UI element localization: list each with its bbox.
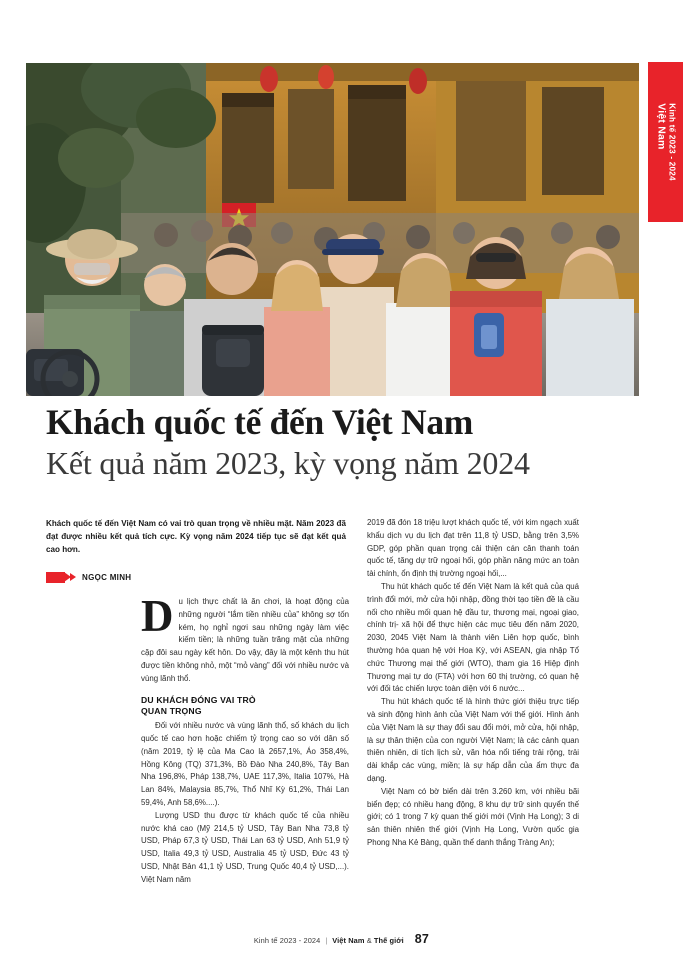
footer-publication-name bbox=[332, 936, 404, 945]
article-headline bbox=[46, 404, 646, 481]
column2-paragraph-2: Thu hút khách quốc tế đến Việt Nam là kết quả của quá trình đổi mới, mở cửa hội nhập, đồng thời tạo tiền đề là cầu nối cho nhiều mối quan hệ đầu tư, thương mại, ngoại giao, chính trị- xã hội để thực hiện các mục tiêu đến năm 2020, 2030, 2045 Việt Nam là thành viên Liên hợp quốc, bình thường hóa quan hệ với Hoa Kỳ, với ASEAN, gia nhập Tổ chức Thương mại thế giới (WTO), tham gia 16 Hiệp định Thương mại tự do (FTA) với hơn 60 thị trường, có quan hệ với đối tác chiến lược toàn diện với 6 nước... bbox=[367, 581, 579, 694]
section-index-tab bbox=[648, 62, 683, 222]
section-index-tab-line1: Kinh tế 2023 - 2024 bbox=[667, 103, 677, 181]
footer-issue-label: Kinh tế 2023 - 2024 bbox=[253, 936, 321, 945]
body-column-1 bbox=[141, 591, 349, 887]
headline-main: Khách quốc tế đến Việt Nam bbox=[46, 402, 474, 442]
column2-paragraph-3: Thu hút khách quốc tế là hình thức giới thiệu trực tiếp và sinh động hình ảnh của Việt Nam với thế giới. Hình ảnh của Việt Nam là sự thay đổi sau đổi mới, mở cửa, hội nhập, là sự thân thiện của con người Việt Nam; là các cảnh quan thiên nhiên, di tích lịch sử, văn hóa nổi tiếng trải rộng, trải dài khắp các vùng, miền; là sự hấp dẫn của ẩm thực đa dạng. bbox=[367, 697, 579, 783]
headline-sub: Kết quả năm 2023, kỳ vọng năm 2024 bbox=[46, 444, 530, 481]
column1-paragraph-1-text: u lịch thực chất là ăn chơi, là hoạt động của những người “lắm tiền nhiều của” không sợ tốn kém, họ nghỉ ngơi sau những ngày làm việc kiếm tiền; là những tuần trăng mật của những cặp đôi sau ngày kết hôn. Do vậy, đây là một kênh thu hút được tiền không nhỏ, một “mỏ vàng” đối với nhiều nước và vùng lãnh thổ. bbox=[141, 597, 349, 683]
column1-paragraph-2: Đối với nhiều nước và vùng lãnh thổ, số khách du lịch quốc tế cao hơn hoặc chiếm tỷ trọng cao so với dân số (năm 2019, tỷ lệ của Ma Cao là 2657,1%, Áo 358,4%, Hồng Kông (TQ) 371,3%, Bồ Đào Nha 240,8%, Tây Ban Nha 196,8%, Pháp 138,7%, UAE 117,3%, Italia 107%, Hà Lan 84%, Malaysia 85,7%, Thổ Nhĩ Kỳ 61,2%, Thái Lan 59,4%, Anh 58,6%....). bbox=[141, 721, 349, 808]
page-footer bbox=[0, 932, 683, 946]
body-column-2 bbox=[367, 517, 579, 850]
section-index-tab-line2: Việt Nam bbox=[654, 103, 667, 150]
column1-paragraph-1 bbox=[141, 591, 349, 686]
column1-paragraph-3: Lượng USD thu được từ khách quốc tế của nhiều nước khá cao (Mỹ 214,5 tỷ USD, Tây Ban Nha 73,8 tỷ USD, Pháp 67,3 tỷ USD, Thái Lan 63 tỷ USD, Anh 51,9 tỷ USD, Italia 49,3 tỷ USD, Australia 45 tỷ USD, Đức 43 tỷ USD, Nhật Bản 41,1 tỷ USD, Trung Quốc 40,4 tỷ USD,...). Việt Nam năm bbox=[141, 810, 349, 884]
footer-publication-bold-2: Thế giới bbox=[373, 936, 404, 945]
drop-cap: D bbox=[141, 591, 174, 641]
section-subhead-line1: DU KHÁCH ĐÓNG VAI TRÒ bbox=[141, 694, 256, 705]
hero-photo-illustration bbox=[26, 63, 639, 396]
column2-paragraph-1: 2019 đã đón 18 triệu lượt khách quốc tế, với kim ngạch xuất khẩu dịch vụ du lịch đạt trên 11,8 tỷ USD, bằng trên 3,5% GDP, góp phần quan trọng cải thiện cán cân thanh toán quốc tế, tăng dự trữ ngoại hối, góp phần nâng mức an toàn tài chính, ổn định thị trường ngoại hối,... bbox=[367, 518, 579, 579]
footer-separator: | bbox=[325, 936, 328, 945]
section-subhead-line2: QUAN TRỌNG bbox=[141, 705, 202, 716]
hero-photo bbox=[26, 63, 639, 396]
page-number: 87 bbox=[414, 932, 430, 946]
arrow-icon bbox=[46, 572, 76, 583]
section-index-tab-text bbox=[655, 103, 676, 181]
byline-author-name: NGỌC MINH bbox=[82, 573, 132, 582]
column2-paragraph-4: Việt Nam có bờ biển dài trên 3.260 km, với nhiều bãi biển đẹp; có nhiều hang động, 8 khu dự trữ sinh quyển thế giới; có 1 trong 7 kỳ quan thế giới mới (Vịnh Hạ Long); 3 di sản thiên nhiên thế giới (Vịnh Hạ Long, Vườn quốc gia Phong Nha Kẻ Bàng, quần thể danh thắng Tràng An); bbox=[367, 786, 579, 847]
footer-publication-bold-1: Việt Nam bbox=[332, 936, 365, 945]
section-subhead bbox=[141, 695, 349, 718]
article-deck: Khách quốc tế đến Việt Nam có vai trò quan trọng về nhiều mặt. Năm 2023 đã đạt được nhiều kết quả tích cực. Kỳ vọng năm 2024 tiếp tục sẽ đạt kết quả cao hơn. bbox=[46, 519, 346, 555]
footer-ampersand: & bbox=[366, 936, 372, 945]
byline bbox=[46, 572, 131, 583]
